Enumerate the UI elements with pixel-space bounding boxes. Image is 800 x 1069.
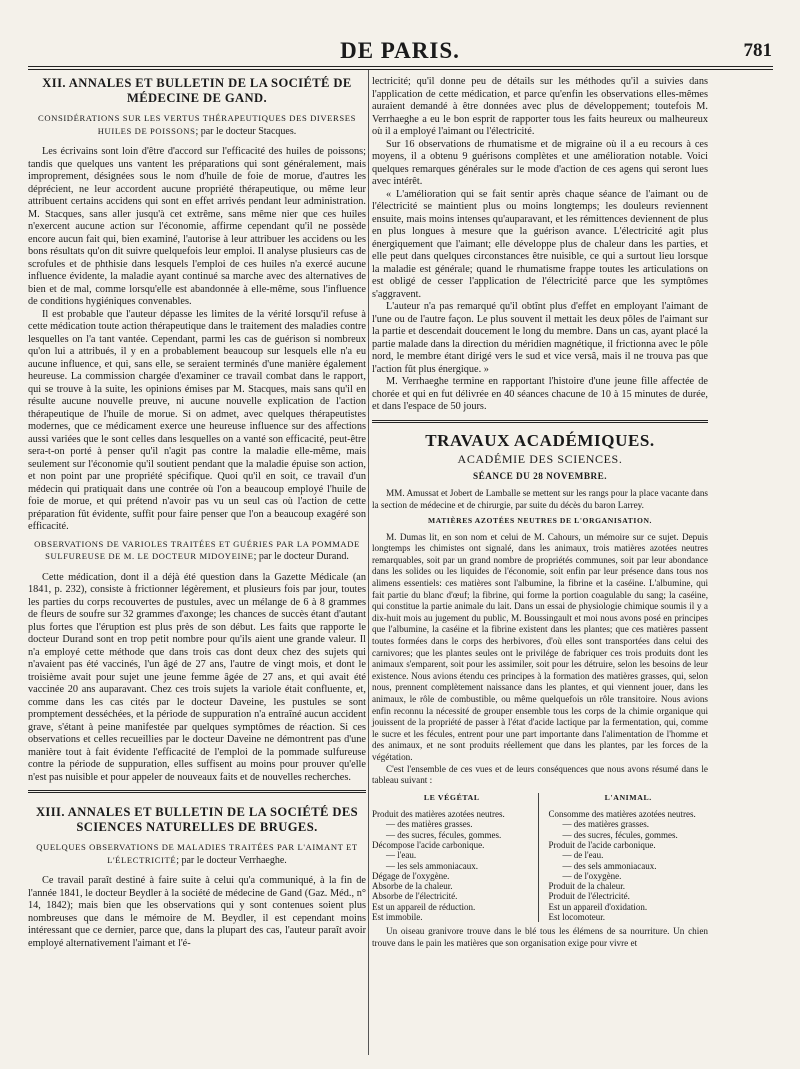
paragraph: M. Dumas lit, en son nom et celui de M. Cahours, un mémoire sur ce sujet. Depuis longtemps les chimistes ont signalé, dans les animaux, trois matières azotées neutres remarquables, soit par un grand nombre de propriétés communes, soit par leur abondance dans les solides ou les liquides de l'économie, soit enfin par leur présence dans tous nos alimens essentiels: ces matières sont l'albumine, la fibrine et la caséine. L'albumine, qui fait partie du blanc d'œuf; la fibrine, qui forme la portion coagulable du sang; la caséine, qui constitue la partie animale du lait. Dans un essai de physiologie chimique soumis il y a dix-huit mois au jugement du public, M. Boussingault et moi nous avons posé en principes que l'albumine, la caséine et la fibrine existent dans les plantes; que ces matières passent toutes formées dans le corps des herbivores, d'où elles sont transportées dans celui des carnivores; que les plantes seules ont le privilége de fabriquer ces trois produits dont les animaux s'emparent, soit pour les assimiler, soit pour les détruire, selon les besoins de leur existence. Nous avions étendu ces principes à la formation des matières grasses, qui, selon nous, prennent complètement naissance dans les plantes, et qui viennent jouer, dans les animaux, le rôle de combustible, ou même quelquefois un rôle transitoire. Nous avions enfin reconnu la nécessité de grouper ensemble tous les corps de la chimie organique qui jouissent de la propriété de passer à l'état d'acide lactique par la fermentation, qui, comme le sucre et les fécules, entrent pour une part importante dans l'alimentation de l'homme et des animaux, et ne sont produits réellement que dans les plantes, par les forces de la végétation. — [372, 531, 708, 762]
table-column-vegetal — [372, 793, 539, 923]
table-row: — des matières grasses. — [386, 819, 473, 830]
section-rule — [28, 790, 366, 793]
table-row: Est immobile. — [372, 912, 423, 923]
table-row: Produit de l'électricité. — [548, 891, 630, 902]
travaux-heading: TRAVAUX ACADÉMIQUES. — [425, 430, 655, 450]
column-divider — [368, 70, 369, 1055]
section-xii-title: XII. ANNALES ET BULLETIN DE LA SOCIÉTÉ DE MÉDECINE DE GAND. — [42, 76, 352, 105]
paragraph: Cette médication, dont il a déjà été question dans la Gazette Médicale (an 1841, p. 232), consiste à frictionner légèrement, et plusieurs fois par jour, toutes les parties du corps recouvertes de pustules, avec un mélange de 6 à 8 grammes de fleurs de soufre sur 32 grammes d'axonge; les chances de succès étant d'autant plus fortes que l'éruption est plus près de son début. Les faits que rapporte le docteur Durand sont en trop petit nombre pour qu'ils aient une grande valeur. Il n'a employé cette méthode que dans trois cas dont deux chez des sujets qui n'avaient pas été vaccinés, l'un âgé de 27 ans, l'autre de vingt mois, et dont le troisième avait pour sujet une jeune femme âgée de 27 ans, et qui avait été vaccinée 20 ans auparavant. Chez ces trois sujets la variole était confluente, et, comme dans les cas cités par le docteur Daveine, les pustules se sont promptement desséchées, et la période de suppuration n'a entraîné aucun accident grave, s'étant à peine manifestée par quelques symptômes de réaction. Si ces observations et celles recueillies par le docteur Daveine ne démontrent pas d'une manière tout à fait évidente l'efficacité de l'emploi de la pommade sulfureuse contre la période de suppuration, elles suffisent au moins pour prouver qu'elle n'est pas nuisible et pour appeler de nouveaux faits et de nouvelles recherches. — [28, 571, 366, 783]
table-row: — des matières grasses. — [562, 819, 649, 830]
section-xiii-subtitle — [28, 841, 366, 867]
paragraph: MM. Amussat et Jobert de Lamballe se mettent sur les rangs pour la place vacante dans la section de médecine et de chirurgie, par suite du décès du baron Larrey. — [372, 488, 708, 510]
table-row: — des sucres, fécules, gommes. — [386, 829, 502, 840]
section-rule — [372, 420, 708, 423]
table-row: Produit des matières azotées neutres. — [372, 809, 505, 820]
table-row: — des sucres, fécules, gommes. — [562, 829, 678, 840]
table-row: — les sels ammoniacaux. — [386, 860, 478, 871]
running-header — [0, 38, 800, 66]
comparison-table — [372, 793, 708, 923]
paragraph: Un oiseau granivore trouve dans le blé tous les élémens de sa nourriture. Un chien trouve dans le pain les matières que son organisation exige pour vivre et — [372, 926, 708, 948]
table-row: Consomme des matières azotées neutres. — [548, 809, 696, 820]
table-row: — de l'oxygène. — [562, 870, 622, 881]
paragraph: L'auteur n'a pas remarqué qu'il obtînt plus d'effet en employant l'aimant de l'une ou de l'autre façon. Le plus souvent il mettait les deux pôles de l'aimant sur la partie et descendait doucement le long du membre. Dans un cas, ayant placé la partie malade dans la direction du méridien magnétique, il frictionna avec le pôle nord, le membre étant dirigé vers le sud et vice versâ, mais il ne trouva pas que l'action fût plus énergique. » — [372, 301, 708, 375]
subtitle-text: QUELQUES OBSERVATIONS DE MALADIES TRAITÉES PAR L'AIMANT ET L'ÉLECTRICITÉ — [36, 842, 358, 865]
table-row: Produit de la chaleur. — [548, 881, 625, 892]
section-xiii-title: XIII. ANNALES ET BULLETIN DE LA SOCIÉTÉ DES SCIENCES NATURELLES DE BRUGES. — [35, 805, 359, 834]
paragraph: M. Verrhaeghe termine en rapportant l'histoire d'une jeune fille affectée de chorée et qui en fut délivrée en 40 séances chacune de 10 à 15 minutes de durée, et dans l'espace de 50 jours. — [372, 376, 708, 412]
subtitle-author: ; par le docteur Stacques. — [195, 125, 297, 137]
subtitle-text: OBSERVATIONS DE VARIOLES TRAITÉES ET GUÉRIES PAR LA POMMADE SULFUREUSE DE M. LE DOCTEUR MIDOYEINE — [34, 538, 360, 561]
page-number: 781 — [743, 40, 772, 61]
header-title: DE PARIS. — [340, 38, 460, 63]
subtitle-author: ; par le docteur Verrhaeghe. — [176, 854, 287, 866]
seance-heading: SÉANCE DU 28 NOVEMBRE. — [472, 470, 608, 481]
table-row: Absorbe de l'électricité. — [372, 891, 458, 902]
matieres-heading: MATIÈRES AZOTÉES NEUTRES DE L'ORGANISATION. — [427, 516, 653, 526]
left-column — [28, 76, 366, 950]
table-header-animal: L'ANIMAL. — [604, 792, 652, 802]
header-rule — [28, 66, 773, 70]
table-row: Est un appareil de réduction. — [372, 901, 476, 912]
subtitle-text: CONSIDÉRATIONS SUR LES VERTUS THÉRAPEUTIQUES DES DIVERSES HUILES DE POISSONS — [38, 113, 356, 136]
table-row: Absorbe de la chaleur. — [372, 881, 453, 892]
paragraph: Les écrivains sont loin d'être d'accord sur l'efficacité des huiles de poissons; tandis que quelques uns vantent les préparations qui sont généralement, mais improprement, désignées sous le nom d'huile de foie de morue, d'autres les déprécient, ne leur accordent aucune propriété thérapeutique, ou même leur attribuent certains accidens qui sont en effet arrivés pendant leur administration. M. Stacques, sans aller jusqu'à cet extrême, sans même nier que ces huiles n'exercent aucune action sur l'économie, affirme cependant qu'il ne possède encore aucun fait qui, bien examiné, l'autorise à leur attribuer les accidens ou les bons résultats qu'on dit suivre quelquefois leur emploi. Il analyse plusieurs cas de scrofules et de phthisie dans lesquels l'emploi de ces huiles n'a exercé aucune influence évidente, la maladie ayant continué sa marche avec des alternatives de bien et de mal, comme lorsqu'elle est abandonnée à elle-même, sous l'influence de conditions hygiéniques convenables. — [28, 146, 366, 307]
table-row: — des sels ammoniacaux. — [562, 860, 657, 871]
table-row: — l'eau. — [386, 850, 417, 861]
paragraph: Il est probable que l'auteur dépasse les limites de la vérité lorsqu'il refuse à cette médication toute action thérapeutique dans le traitement des maladies contre lesquelles on l'a tant vantée. Cependant, parmi les cas de guérison si nombreux qu'on lui a attribués, il y en a probablement beaucoup sur lesquels elle n'a eu aucune influence, et qui, sans elle, se seraient terminés d'une manière également heureuse. La commission chargée d'examiner ce travail combat dans le rapport, qui se trouve à la suite, les opinions émises par M. Stacques, mais sans qu'il en résulte aucune nouvelle preuve, ni aucune nouvelle explication de l'action thérapeutique de l'huile de morue. Si on admet, avec quelques thérapeutistes modernes, que ce médicament exerce une heureuse influence sur des affections aussi variées que le sont celles dans lesquelles on a vanté son efficacité, peut-être sera-t-on porté à penser qu'il n'agit pas contre la maladie elle-même, mais seulement sur l'économie qu'il soutient pendant que la maladie épuise son action, et non point par une propriété spécifique. Quoi qu'il en soit, ce travail d'un médecin qui pratiquait dans une contrée où l'on a beaucoup employé l'huile de foie de morue, et qui prétend n'avoir pas vu un seul cas où l'action de cette préparation fût évidente, suffit pour faire penser que l'on a beaucoup exagéré son efficacité. — [28, 308, 366, 532]
paragraph: « L'amélioration qui se fait sentir après chaque séance de l'aimant ou de l'électricité se maintient plus ou moins longtemps; les douleurs reviennent ensuite, mais moins intenses qu'auparavant, et les rémittences deviennent de plus en plus longues à mesure que la guérison avance. L'électricité agit plus énergiquement que l'aimant; elle développe plus de chaleur dans les parties, et elle peut dans quelques circonstances être nuisible, ce qui a surtout lieu lorsque la maladie est générale; quand le rhumatisme frappe toutes les articulations on est obligé de cesser l'application de l'électricité parce que les symptômes s'aggravent. — [372, 188, 708, 300]
table-row: Est un appareil d'oxidation. — [548, 901, 648, 912]
section-xii-subtitle-2 — [28, 538, 366, 564]
table-row: Produit de l'acide carbonique. — [548, 839, 656, 850]
paragraph: C'est l'ensemble de ces vues et de leurs conséquences que nous avons résumé dans le tableau suivant : — [372, 763, 708, 786]
table-column-animal — [539, 793, 709, 923]
table-row: Dégage de l'oxygène. — [372, 870, 450, 881]
subtitle-author: ; par le docteur Durand. — [253, 551, 349, 562]
paragraph: lectricité; qu'il donne peu de détails sur les méthodes qu'il a suivies dans l'application de cette médication, et parce qu'enfin les observations elles-mêmes auraient demandé à être données avec plus de développement; toutefois M. Verrhaeghe a eu le bon esprit de rapporter tous les faits heureux ou malheureux où il a employé l'aimant ou l'électricité. — [372, 76, 708, 137]
paragraph: Sur 16 observations de rhumatisme et de migraine où il a eu recours à ces moyens, il a obtenu 9 guérisons complètes et une amélioration notable. Voici quelques remarques générales sur le mode d'action de ces agens qui seront lues avec intérêt. — [372, 138, 708, 187]
paragraph: Ce travail paraît destiné à faire suite à celui qu'a communiqué, à la fin de l'année 1841, le docteur Beydler à la société de médecine de Gand (Gaz. Méd., n° 14, 1842); mais bien que les observations qui y sont contenues soient plus nombreuses que dans le mémoire de M. Beydler, il est cependant moins intéressant que ce dernier, parce que, dans la plupart des cas, l'auteur paraît avoir employé alternativement l'aimant et l'é- — [28, 875, 366, 949]
table-header-vegetal: LE VÉGÉTAL — [423, 792, 480, 802]
right-column — [372, 76, 708, 950]
academie-heading: ACADÉMIE DES SCIENCES. — [457, 452, 623, 466]
table-row: Est locomoteur. — [548, 912, 605, 923]
table-row: Décompose l'acide carbonique. — [372, 839, 485, 850]
section-xii-subtitle — [28, 112, 366, 138]
table-row: — de l'eau. — [562, 850, 604, 861]
